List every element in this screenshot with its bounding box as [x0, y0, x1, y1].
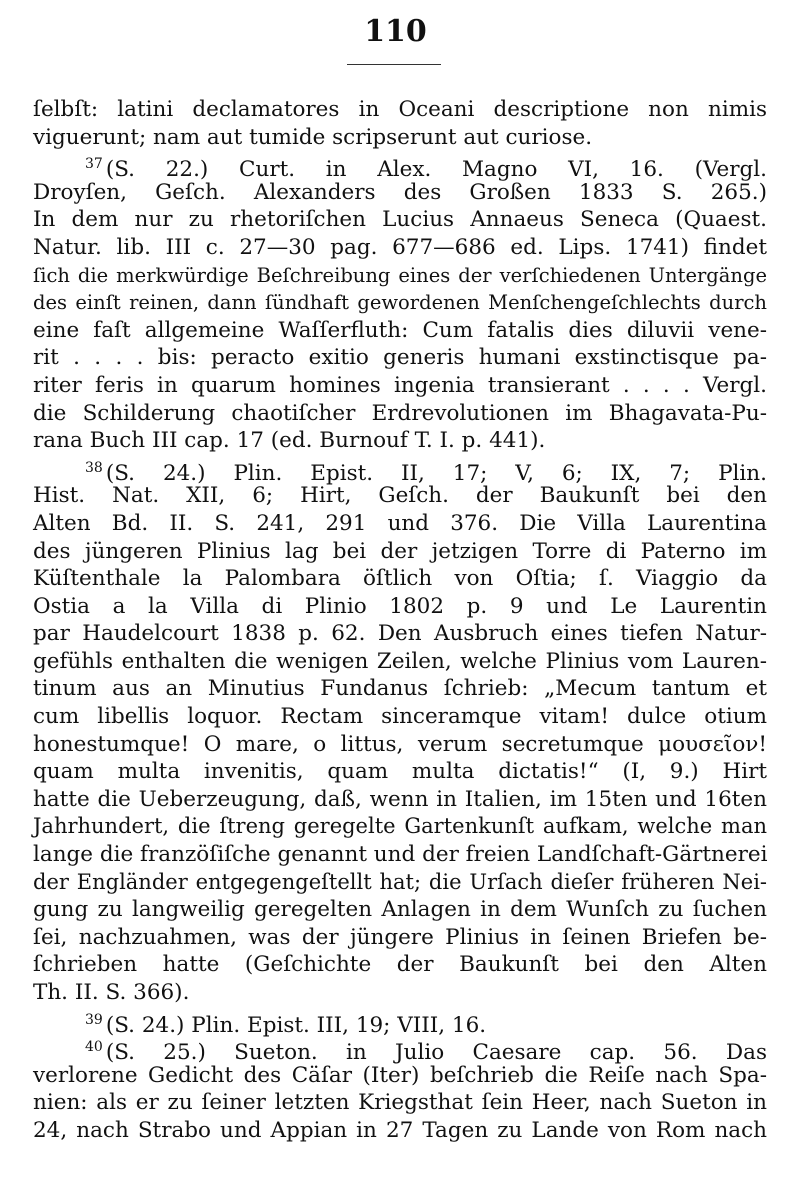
line-text: (S. 24.) Plin. Epist. III, 19; VIII, 16. — [105, 1012, 487, 1038]
text-line — [33, 124, 767, 152]
text-line — [33, 813, 767, 841]
text-line — [33, 593, 767, 621]
text-line — [33, 731, 767, 759]
text-line — [33, 317, 767, 345]
text-line — [33, 648, 767, 676]
text-line — [33, 234, 767, 262]
line-text: nien: als er zu ſeiner letzten Kriegsthat ſein Heer, nach Sueton in — [33, 1090, 767, 1116]
line-text: tinum aus an Minutius Fundanus ſchrieb: „Mecum tantum et — [33, 676, 767, 702]
line-text: 24, nach Strabo und Appian in 27 Tagen zu Lande von Rom nach — [33, 1117, 767, 1143]
footnote-number: 40 — [85, 1039, 103, 1056]
line-text: riter feris in quarum homines ingenia transierant . . . . Vergl. — [33, 372, 767, 398]
text-line — [33, 538, 767, 566]
text-line — [33, 979, 767, 1007]
text-line — [33, 758, 767, 786]
text-line — [33, 565, 767, 593]
line-text: Küſtenthale la Palombara öſtlich von Oſtia; ſ. Viaggio da — [33, 566, 767, 592]
text-line — [33, 951, 767, 979]
line-text: rit . . . . bis: peracto exitio generis humani exstinctisque pa- — [33, 345, 767, 371]
line-text: Ostia a la Villa di Plinio 1802 p. 9 und Le Laurentin — [33, 593, 767, 619]
line-text: Hist. Nat. XII, 6; Hirt, Geſch. der Baukunſt bei den — [33, 483, 767, 509]
line-text: lange die franzöſiſche genannt und der freien Landſchaft-Gärtnerei — [33, 842, 768, 868]
line-text: des einſt reinen, dann ſündhaft gewordenen Menſchengeſchlechts durch — [33, 291, 767, 315]
text-line — [33, 841, 767, 869]
text-line — [33, 869, 767, 897]
line-text: ſchrieben hatte (Geſchichte der Baukunſt bei den Alten — [33, 952, 767, 978]
text-line — [33, 206, 767, 234]
line-text: gefühls enthalten die wenigen Zeilen, welche Plinius vom Lauren- — [33, 648, 767, 674]
footnotes-text-block — [33, 96, 767, 1145]
text-line — [33, 896, 767, 924]
footnote-start-line — [33, 151, 767, 183]
text-line — [33, 179, 767, 207]
line-text: ſelbſt: latini declamatores in Oceani descriptione non nimis — [33, 97, 767, 122]
text-line — [33, 1062, 767, 1090]
line-text: rana Buch III cap. 17 (ed. Burnouf T. I. p. 441). — [33, 428, 546, 454]
text-line — [33, 289, 767, 317]
line-text: Droyſen, Geſch. Alexanders des Großen 1833 S. 265.) — [33, 179, 767, 205]
line-text: eine faſt allgemeine Waſſerfluth: Cum fatalis dies diluvii vene- — [33, 317, 767, 343]
text-line — [33, 400, 767, 428]
text-line — [33, 372, 767, 400]
footnote-number: 38 — [85, 459, 103, 476]
line-text: quam multa invenitis, quam multa dictatis!“ (I, 9.) Hirt — [33, 759, 767, 785]
line-text: par Haudelcourt 1838 p. 62. Den Ausbruch eines tiefen Natur- — [33, 621, 767, 647]
footnote-number: 37 — [85, 156, 103, 173]
text-line — [33, 427, 767, 455]
text-line — [33, 510, 767, 538]
text-line — [33, 786, 767, 814]
line-text: Th. II. S. 366). — [33, 980, 190, 1005]
line-text: Jahrhundert, die ſtreng geregelte Gartenkunſt aufkam, welche man — [33, 814, 767, 839]
footnote-start-line — [33, 1034, 767, 1066]
line-text: hatte die Ueberzeugung, daß, wenn in Italien, im 15ten und 16ten — [33, 786, 767, 812]
line-text: der Engländer entgegengeſtellt hat; die Urſach dieſer früheren Nei- — [33, 869, 767, 894]
line-text: cum libellis loquor. Rectam sinceramque vitam! dulce otium — [33, 704, 767, 730]
line-text: gung zu langweilig geregelten Anlagen in dem Wunſch zu ſuchen — [33, 897, 767, 923]
line-text: (S. 25.) Sueton. in Julio Caesare cap. 56. Das — [105, 1040, 767, 1066]
text-line — [33, 620, 767, 648]
line-text: ſich die merkwürdige Beſchreibung eines der verſchiedenen Untergänge — [33, 263, 767, 287]
footnote-number: 39 — [85, 1011, 103, 1028]
text-line — [33, 96, 767, 124]
line-text: ſei, nachzuahmen, was der jüngere Plinius in ſeinen Briefen be- — [33, 924, 767, 950]
line-text: die Schilderung chaotiſcher Erdrevolutionen im Bhagavata-Pu- — [33, 400, 767, 426]
text-line — [33, 482, 767, 510]
line-text: In dem nur zu rhetoriſchen Lucius Annaeus Seneca (Quaest. — [33, 207, 767, 233]
line-text: Alten Bd. II. S. 241, 291 und 376. Die Villa Laurentina — [33, 510, 767, 536]
footnote-start-line — [33, 1007, 767, 1038]
line-text: (S. 22.) Curt. in Alex. Magno VI, 16. (Vergl. — [105, 157, 767, 183]
text-line — [33, 924, 767, 952]
text-line — [33, 1089, 767, 1117]
text-line — [33, 675, 767, 703]
header-rule — [347, 64, 441, 65]
line-text: (S. 24.) Plin. Epist. II, 17; V, 6; IX, 7; Plin. — [105, 460, 767, 486]
text-line — [33, 703, 767, 731]
text-line — [33, 262, 767, 290]
page-number: 110 — [364, 14, 427, 49]
line-text: des jüngeren Plinius lag bei der jetzigen Torre di Paterno im — [33, 538, 767, 564]
line-text: viguerunt; nam aut tumide scripserunt aut curiose. — [33, 124, 593, 150]
footnote-start-line — [33, 455, 767, 486]
line-text: verlorene Gedicht des Cäſar (Iter) beſchrieb die Reiſe nach Spa- — [33, 1062, 767, 1088]
text-line — [33, 1117, 767, 1145]
text-line — [33, 344, 767, 372]
line-text: honestumque! O mare, o littus, verum secretumque μουσεῖον! — [33, 731, 767, 757]
line-text: Natur. lib. III c. 27—30 pag. 677—686 ed. Lips. 1741) findet — [33, 234, 767, 260]
